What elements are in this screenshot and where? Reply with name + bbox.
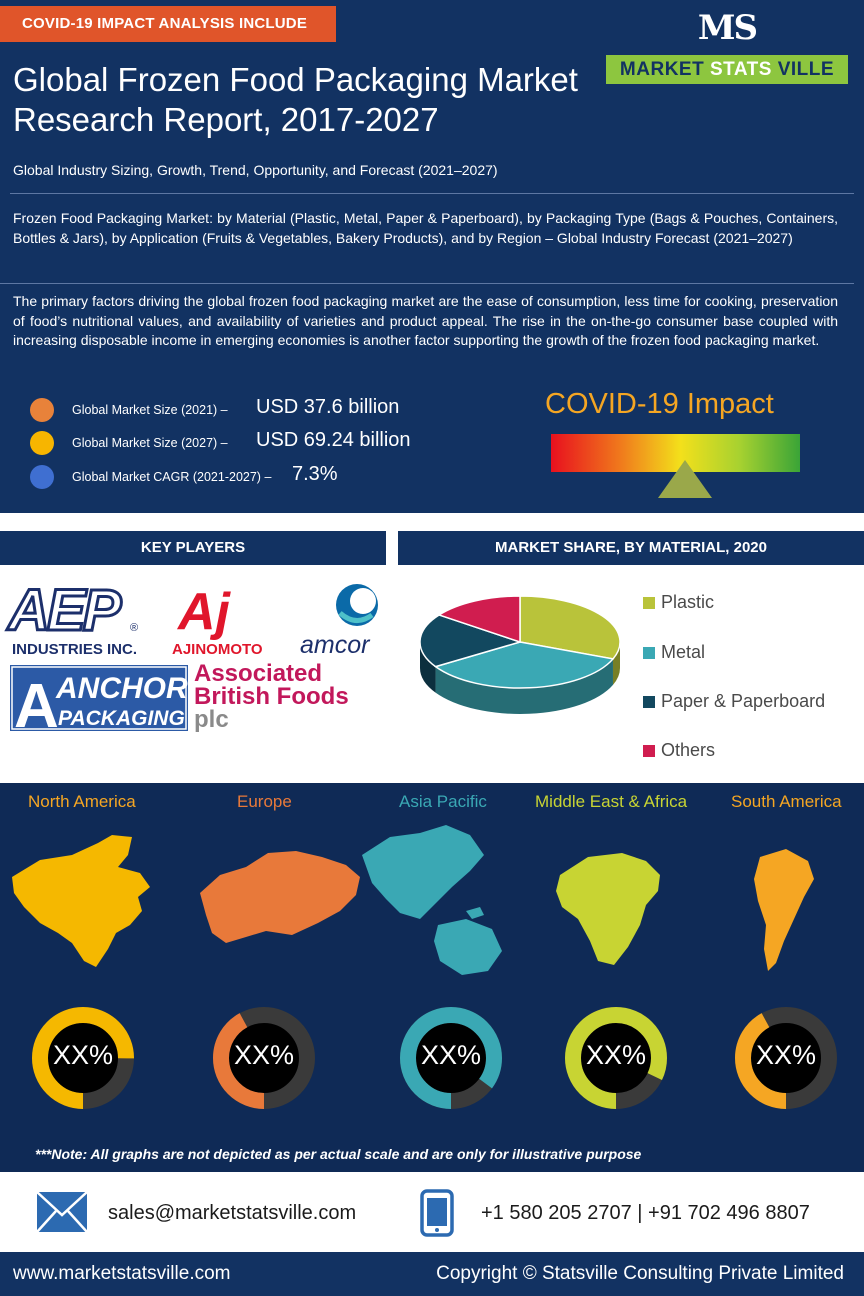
aep-logo-registered: ® [130,622,139,634]
stat-value: 7.3% [292,463,338,485]
logo-name-ville: VILLE [771,59,835,80]
anchor-logo-mark: A [14,672,59,735]
drivers-text: The primary factors driving the global frozen food packaging market are the ease of consumption, less time for cooking, preservation of food’s nutritional values, and availability of varieties and product appeal. The rise in the on-the-go consumer base coupled with increasing disposable income in emerging economies is another factor supporting the growth of the frozen food packaging market. [13,293,838,348]
phone-icon [420,1189,454,1237]
abf-logo-line1: Associated [194,660,323,687]
region-donut-middle-east-africa [564,1006,668,1110]
market-stats-ville-logo[interactable] [606,8,848,84]
logo-name-market: MARKET [619,59,710,80]
report-subtitle: Global Industry Sizing, Growth, Trend, Opportunity, and Forecast (2021–2027) [13,162,498,178]
stat-label: Global Market CAGR (2021-2027) – [72,470,272,484]
region-label-south-america: South America [731,792,842,811]
aep-logo-mark: AEP [8,578,119,643]
donut-value: XX% [420,1040,482,1070]
region-donut-europe [212,1006,316,1110]
key-players-heading: KEY PLAYERS [0,531,386,565]
orange-dot-icon [30,398,54,422]
legend-swatch [643,597,655,609]
covid-impact-title: COVID-19 Impact [545,388,774,420]
region-donut-asia-pacific [399,1006,503,1110]
anchor-packaging-logo [10,665,188,735]
logo-name-stats: STATS [709,59,772,80]
ajinomoto-logo-name: AJINOMOTO [172,641,263,658]
logo-name-bar [606,55,848,84]
aep-logo [6,578,138,658]
impact-indicator-triangle-icon [658,460,712,498]
divider [10,193,854,194]
donut-value: XX% [585,1040,647,1070]
legend-swatch [643,696,655,708]
stat-value: USD 69.24 billion [256,429,411,451]
region-label-middle-east-africa: Middle East & Africa [535,792,688,811]
region-maps [0,815,864,990]
donut-value: XX% [233,1040,295,1070]
blue-dot-icon [30,465,54,489]
stat-label: Global Market Size (2027) – [72,436,228,450]
yellow-dot-icon [30,431,54,455]
phone-numbers[interactable]: +1 580 205 2707 | +91 702 496 8807 [481,1202,810,1224]
report-title: Global Frozen Food Packaging Market Research Report, 2017-2027 [13,61,578,138]
segmentation-text: Frozen Food Packaging Market: by Material (Plastic, Metal, Paper & Paperboard), by Packaging Type (Bags & Pouches, Containers, Bottles & Jars), by Application (Fruits & Vegetables, Bakery Products), and by Region – Global Industry Forecast (2021–2027) [13,210,838,246]
covid-banner-tag: COVID-19 IMPACT ANALYSIS INCLUDE [0,6,336,42]
region-label-asia-pacific: Asia Pacific [399,792,487,811]
ajinomoto-logo-mark: Aj [178,583,230,641]
legend-swatch [643,647,655,659]
region-donut-south-america [734,1006,838,1110]
legend-label: Plastic [661,592,715,612]
legend-label: Metal [661,642,706,662]
amcor-emblem-inner [350,588,376,614]
amcor-logo [300,584,378,659]
legend-label: Paper & Paperboard [661,691,826,711]
market-share-pie-chart [410,590,640,740]
email-icon [36,1191,88,1233]
region-donut-north-america [31,1006,135,1110]
region-label-europe: Europe [237,792,292,811]
abf-logo-line2: British Foods [194,683,349,710]
legend-label: Others [661,740,716,760]
stat-label: Global Market Size (2021) – [72,403,228,417]
aep-logo-subtitle: INDUSTRIES INC. [12,641,138,658]
europe-map-icon [200,851,360,943]
donut-value: XX% [52,1040,114,1070]
key-player-logos [0,575,390,735]
stat-value: USD 37.6 billion [256,396,400,418]
anchor-logo-bottom: PACKAGING [58,707,185,730]
copyright-text: Copyright © Statsville Consulting Private Limited [436,1263,844,1284]
south-america-map-icon [754,849,814,971]
region-label-north-america: North America [28,792,136,811]
anchor-logo-top: ANCHOR [56,672,188,705]
ajinomoto-logo [172,583,263,658]
website-link[interactable]: www.marketstatsville.com [13,1263,231,1284]
illustrative-note: ***Note: All graphs are not depicted as per actual scale and are only for illustrative purpose [35,1146,642,1162]
market-share-heading: MARKET SHARE, BY MATERIAL, 2020 [398,531,864,565]
amcor-logo-name: amcor [300,631,370,659]
abf-logo-line3: plc [194,706,229,733]
email-link[interactable]: sales@marketstatsville.com [108,1202,357,1224]
donut-value: XX% [755,1040,817,1070]
middle-east-africa-map-icon [556,853,660,965]
north-america-map-icon [12,835,150,967]
divider [0,283,854,284]
associated-british-foods-logo [194,660,349,733]
legend-swatch [643,745,655,757]
asia-pacific-map-icon [362,825,502,975]
logo-mark: MS [697,8,757,48]
